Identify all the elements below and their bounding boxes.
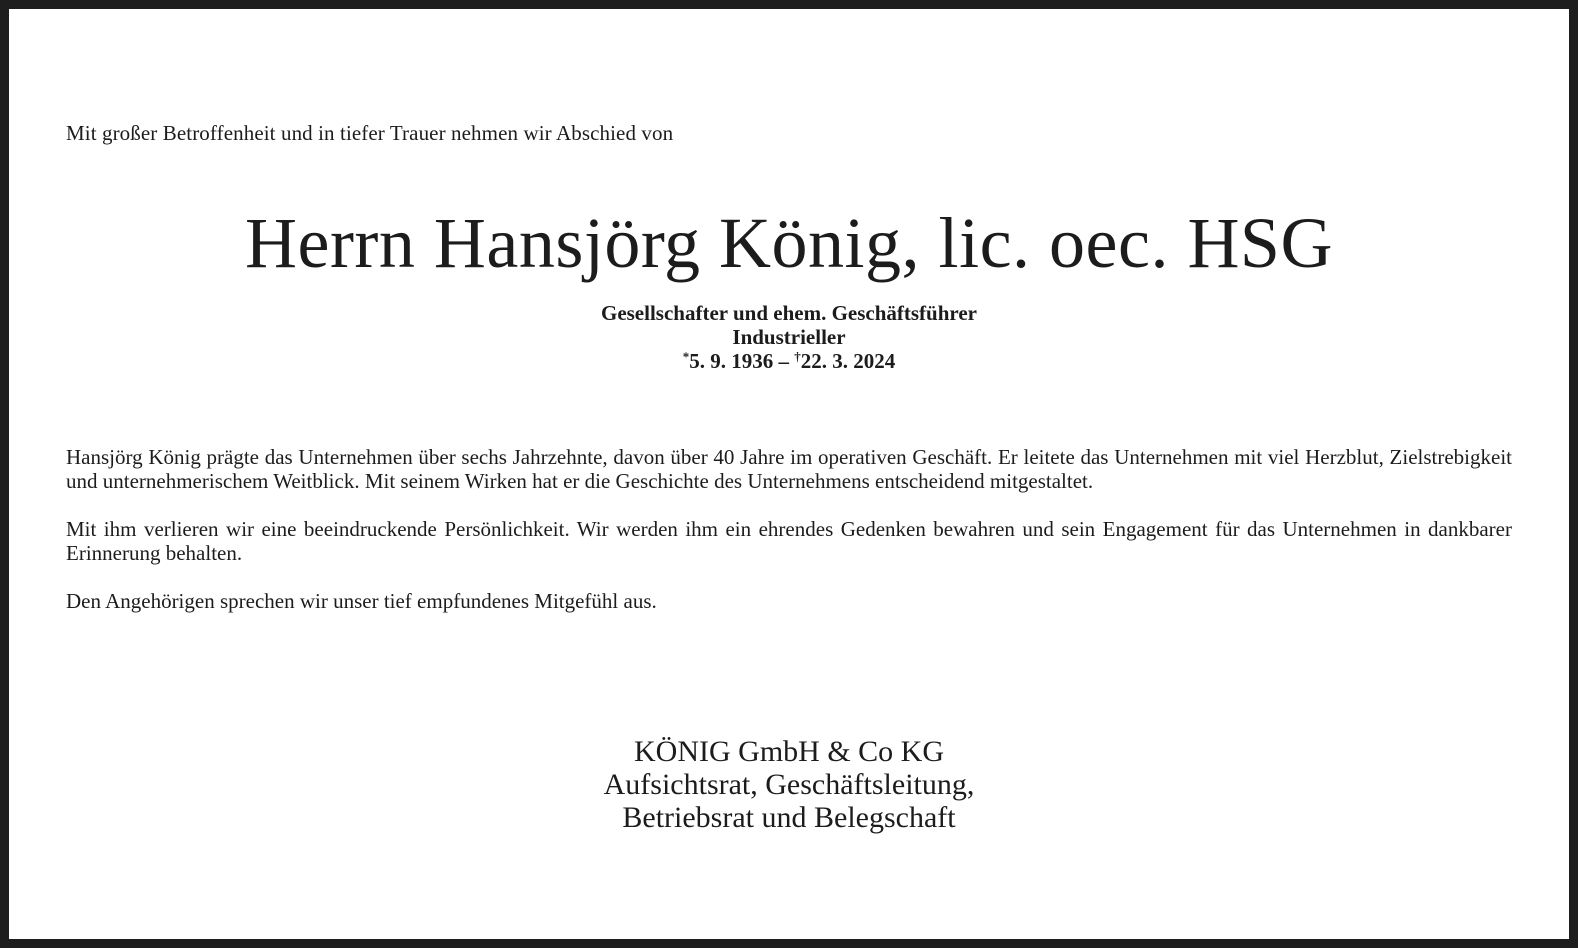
signature-company: KÖNIG GmbH & Co KG <box>634 735 944 768</box>
date-separator: – <box>773 349 795 373</box>
signature-line: Aufsichtsrat, Geschäftsleitung, <box>603 768 975 801</box>
body-paragraph: Hansjörg König prägte das Unternehmen über sechs Jahrzehnte, davon über 40 Jahre im operativen Geschäft. Er leitete das Unternehmen mit viel Herzblut, Zielstrebigkeit und unternehmerischem Weitblick. Mit seinem Wirken hat er die Geschichte des Unternehmens entscheidend mitgestaltet. <box>66 445 1512 493</box>
death-symbol: † <box>794 349 801 364</box>
intro-line: Mit großer Betroffenheit und in tiefer Trauer nehmen wir Abschied von <box>66 121 674 145</box>
role-line: Industrieller <box>732 325 846 349</box>
deceased-name: Herrn Hansjörg König, lic. oec. HSG <box>245 203 1333 283</box>
role-line: Gesellschafter und ehem. Geschäftsführer <box>600 301 977 325</box>
body-text <box>66 445 1512 637</box>
body-paragraph: Den Angehörigen sprechen wir unser tief empfundenes Mitgefühl aus. <box>66 589 657 613</box>
death-date: 22. 3. 2024 <box>800 349 896 373</box>
signature-block <box>9 735 1569 834</box>
body-paragraph: Mit ihm verlieren wir eine beeindruckende Persönlichkeit. Wir werden ihm ein ehrendes Gedenken bewahren und sein Engagement für das Unternehmen in dankbarer Erinnerung behalten. <box>66 517 1512 565</box>
life-dates <box>9 349 1569 373</box>
birth-date: 5. 9. 1936 <box>689 349 774 373</box>
birth-symbol: * <box>682 349 690 364</box>
signature-line: Betriebsrat und Belegschaft <box>622 801 956 834</box>
roles-block <box>9 301 1569 373</box>
